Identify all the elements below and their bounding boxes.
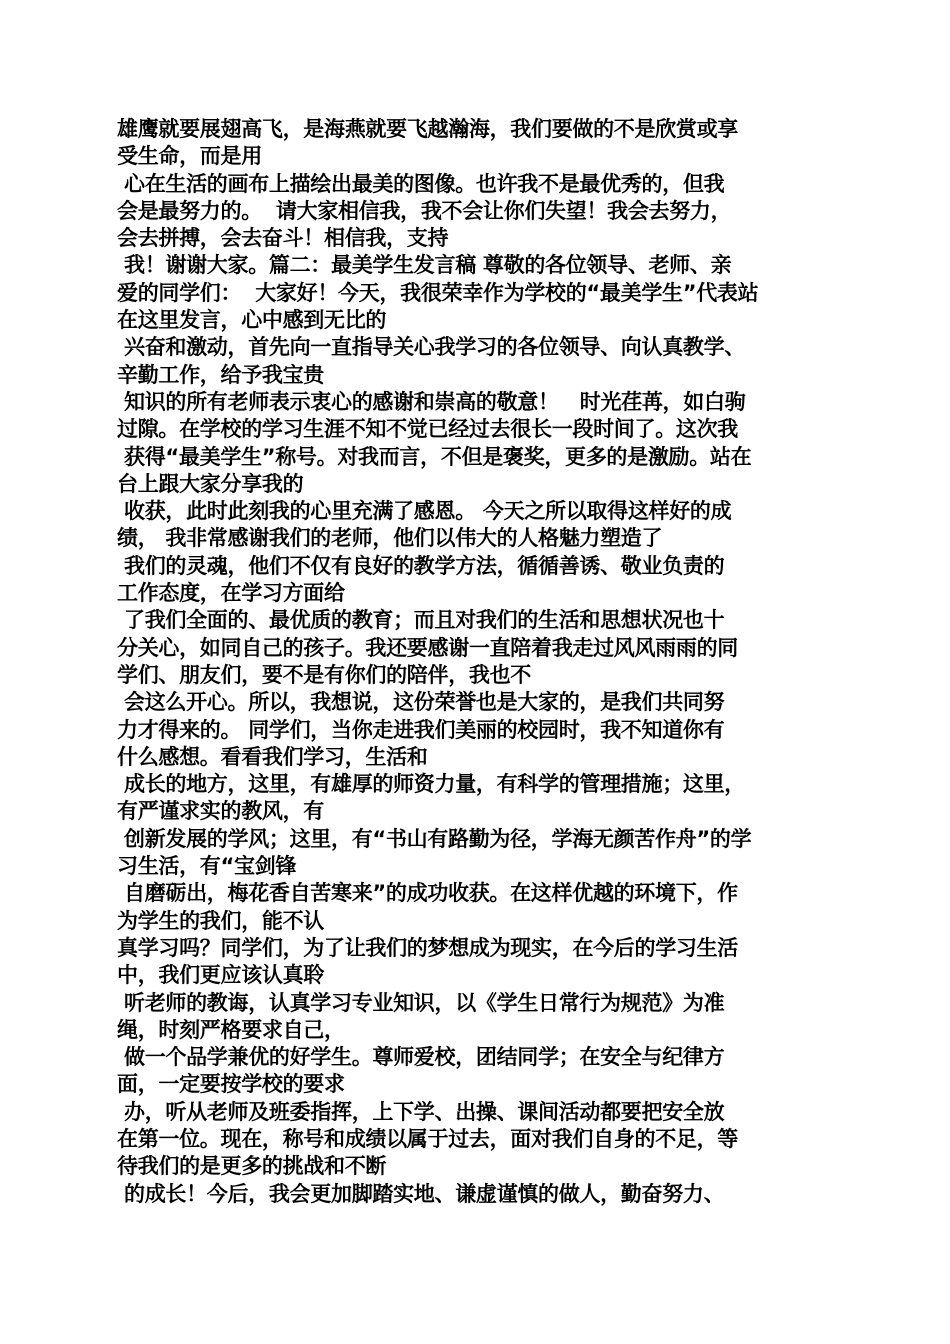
text-line: 为学生的我们，能不认: [117, 908, 324, 933]
text-line: 获得“最美学生”称号。对我而言，不但是褒奖，更多的是激励。站在: [117, 444, 752, 469]
text-line: 兴奋和激动，首先向一直指导关心我学习的各位领导、向认真教学、: [117, 335, 746, 360]
text-line: 台上跟大家分享我的: [117, 471, 304, 496]
text-line: 在第一位。现在，称号和成绩以属于过去，面对我们自身的不足，等: [117, 1126, 738, 1151]
text-line: 办，听从老师及班委指挥，上下学、出操、课间活动都要把安全放: [117, 1099, 725, 1124]
text-line: 会是最努力的。 请大家相信我，我不会让你们失望！我会去努力，: [117, 198, 732, 223]
text-line: 了我们全面的、最优质的教育；而且对我们的生活和思想状况也十: [117, 608, 725, 633]
text-line: 绳，时刻严格要求自己，: [117, 1017, 345, 1042]
text-line: 雄鹰就要展翅高飞，是海燕就要飞越瀚海，我们要做的不是欣赏或享: [117, 117, 738, 141]
document-body: [117, 116, 837, 1208]
text-line: 什么感想。看看我们学习，生活和: [117, 744, 428, 769]
text-line: 有严谨求实的教风，有: [117, 799, 324, 824]
text-line: 的成长！今后，我会更加脚踏实地、谦虚谨慎的做人，勤奋努力、: [117, 1181, 725, 1206]
text-line: 会去拼搏，会去奋斗！相信我，支持: [117, 226, 449, 251]
text-line: 心在生活的画布上描绘出最美的图像。也许我不是最优秀的，但我: [117, 171, 725, 196]
text-line: 辛勤工作，给予我宝贵: [117, 362, 324, 387]
text-line: 自磨砺出，梅花香自苦寒来”的成功收获。在这样优越的环境下，作: [117, 881, 738, 906]
text-line: 待我们的是更多的挑战和不断: [117, 1154, 387, 1179]
text-line: 分关心，如同自己的孩子。我还要感谢一直陪着我走过风风雨雨的同: [117, 635, 738, 660]
text-line: 做一个品学兼优的好学生。尊师爱校，团结同学；在安全与纪律方: [117, 1045, 725, 1070]
text-line: 面，一定要按学校的要求: [117, 1072, 345, 1097]
text-line: 中，我们更应该认真聆: [117, 963, 324, 988]
text-line: 知识的所有老师表示衷心的感谢和崇高的敬意！ 时光荏苒，如白驹: [117, 389, 746, 414]
text-line: 爱的同学们： 大家好！今天，我很荣幸作为学校的“最美学生”代表站: [117, 280, 759, 305]
text-line: 真学习吗？同学们，为了让我们的梦想成为现实，在今后的学习生活: [117, 935, 738, 960]
text-line: 收获，此时此刻我的心里充满了感恩。 今天之所以取得这样好的成: [117, 499, 732, 524]
text-line: 习生活，有“宝剑锋: [117, 854, 297, 879]
text-line: 在这里发言，心中感到无比的: [117, 308, 387, 333]
text-line: 会这么开心。所以，我想说，这份荣誉也是大家的，是我们共同努: [117, 690, 725, 715]
text-line: 力才得来的。 同学们，当你走进我们美丽的校园时，我不知道你有: [117, 717, 725, 742]
text-line: 过隙。在学校的学习生涯不知不觉已经过去很长一段时间了。这次我: [117, 417, 738, 442]
text-line: 我们的灵魂，他们不仅有良好的教学方法，循循善诱、敬业负责的: [117, 553, 725, 578]
text-line: 工作态度，在学习方面给: [117, 581, 345, 606]
text-line: 绩， 我非常感谢我们的老师，他们以伟大的人格魅力塑造了: [117, 526, 663, 551]
text-line: 受生命，而是用: [117, 144, 262, 169]
text-line: 我！谢谢大家。篇二：最美学生发言稿 尊敬的各位领导、老师、亲: [117, 253, 732, 278]
text-line: 成长的地方，这里，有雄厚的师资力量，有科学的管理措施；这里，: [117, 772, 746, 797]
text-line: 学们、朋友们，要不是有你们的陪伴，我也不: [117, 662, 531, 687]
text-line: 听老师的教诲，认真学习专业知识，以《学生日常行为规范》为准: [117, 990, 725, 1015]
text-line: 创新发展的学风；这里，有“书山有路勤为径，学海无颜苦作舟”的学: [117, 826, 752, 851]
